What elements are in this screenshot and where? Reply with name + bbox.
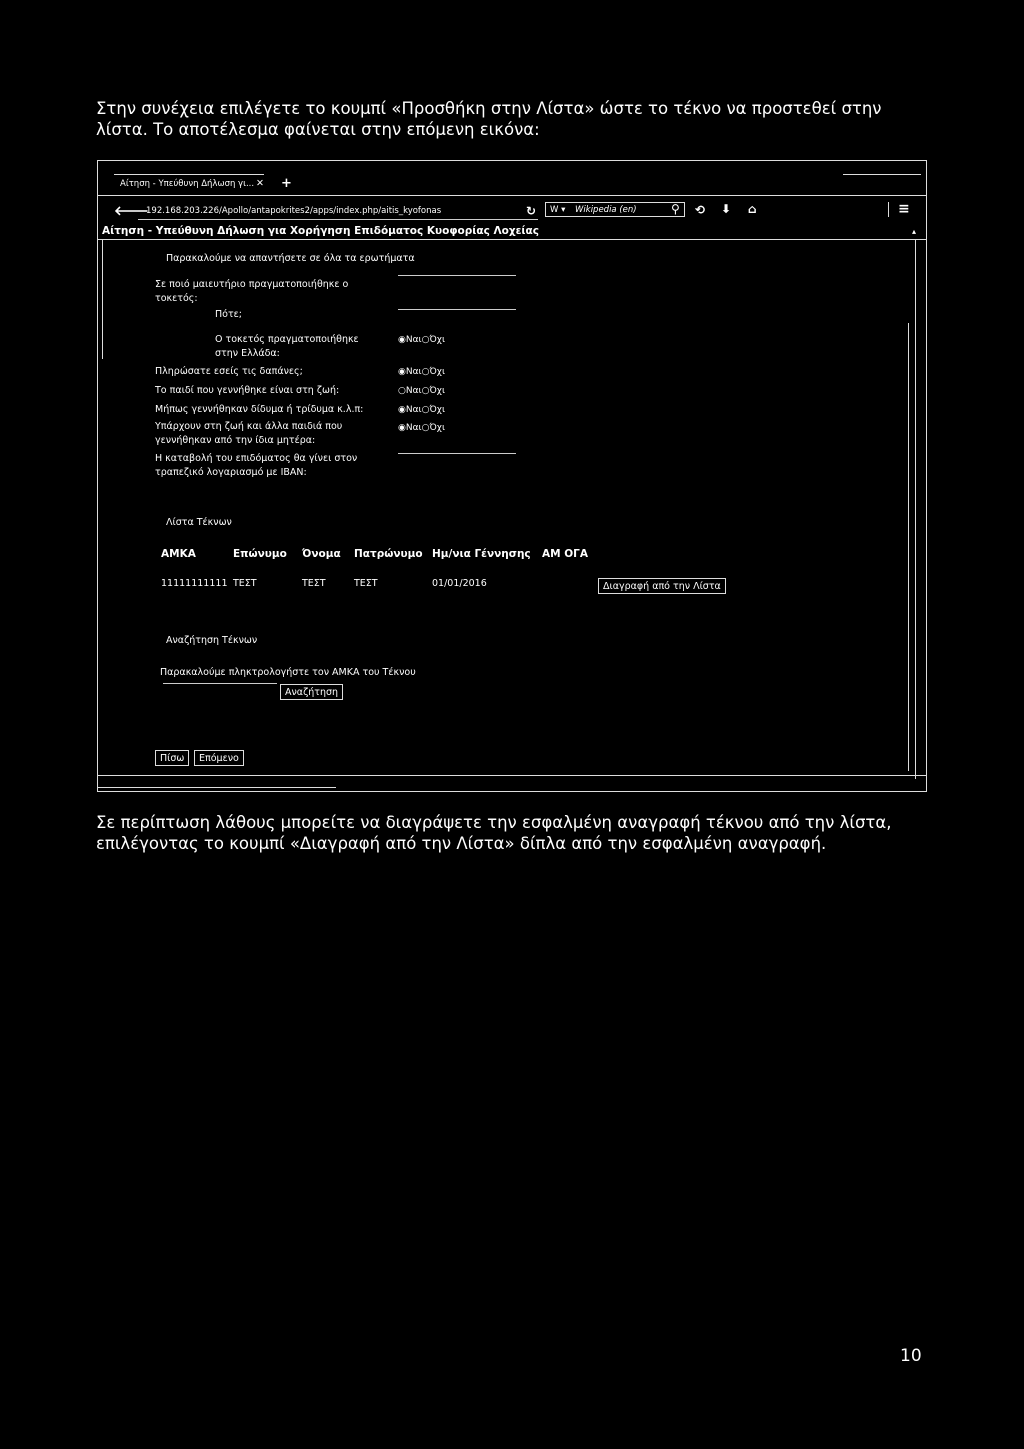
alive-radio-group[interactable]: ○Ναι○Όχι [398, 386, 445, 396]
page-heading: Αίτηση - Υπεύθυνη Δήλωση για Χορήγηση Επιδόματος Κυοφορίας Λοχείας [102, 225, 539, 237]
pocket-icon[interactable]: ⟲ [695, 203, 706, 217]
others-question: Υπάρχουν στη ζωή και άλλα παιδιά που γεννήθηκαν από την ίδια μητέρα: [155, 421, 343, 446]
form-instruction: Παρακαλούμε να απαντήσετε σε όλα τα ερωτήματα [166, 253, 415, 264]
twins-question: Μήπως γεννήθηκαν δίδυμα ή τρίδυμα κ.λ.π: [155, 404, 364, 415]
costs-question: Πληρώσατε εσείς τις δαπάνες; [155, 366, 303, 377]
cell-fathers-name: ΤΕΣΤ [354, 578, 378, 589]
search-button[interactable]: Αναζήτηση [280, 684, 343, 700]
header-name: Όνομα [302, 548, 341, 560]
tab-close-icon[interactable]: ✕ [256, 178, 264, 189]
back-button[interactable]: Πίσω [155, 750, 189, 766]
iban-question: Η καταβολή του επιδόματος θα γίνει στον τραπεζικό λογαριασμό με IBAN: [155, 453, 358, 478]
url-field[interactable]: 192.168.203.226/Apollo/antapokrites2/apps/index.php/aitis_kyofonas [146, 206, 442, 216]
header-birth-date: Ημ/νια Γέννησης [432, 548, 531, 560]
header-amka: ΑΜΚΑ [161, 548, 196, 560]
delete-from-list-button[interactable]: Διαγραφή από την Λίστα [598, 578, 726, 594]
twins-radio-group[interactable]: ◉Ναι○Όχι [398, 405, 445, 415]
next-button[interactable]: Επόμενο [194, 750, 244, 766]
home-icon[interactable]: ⌂ [748, 202, 757, 216]
header-surname: Επώνυμο [233, 548, 287, 560]
iban-input[interactable] [398, 453, 516, 454]
back-arrow-icon[interactable]: 🡐 [114, 204, 149, 219]
cell-surname: ΤΕΣΤ [233, 578, 257, 589]
when-question: Πότε; [215, 309, 243, 320]
search-engine-label: W ▾ [550, 205, 566, 215]
cell-name: ΤΕΣΤ [302, 578, 326, 589]
menu-icon[interactable]: ≡ [898, 201, 910, 217]
horizontal-scrollbar[interactable] [98, 787, 336, 788]
download-icon[interactable]: ⬇ [721, 202, 732, 216]
alive-question: Το παιδί που γεννήθηκε είναι στη ζωή: [155, 385, 340, 396]
search-section-title: Αναζήτηση Τέκνων [166, 635, 258, 646]
header-fathers-name: Πατρώνυμο [354, 548, 423, 560]
cell-birth-date: 01/01/2016 [432, 578, 487, 589]
outro-paragraph: Σε περίπτωση λάθους μπορείτε να διαγράψετε την εσφαλμένη αναγραφή τέκνου από την λίστα, επιλέγοντας το κουμπί «Διαγραφή από την Λίστα» δίπλα από την εσφαλμένη αναγραφή. [96, 813, 892, 853]
others-radio-group[interactable]: ◉Ναι○Όχι [398, 423, 445, 433]
maternity-input[interactable] [398, 309, 516, 310]
cell-amka: 11111111111 [161, 578, 228, 589]
reload-icon[interactable]: ↻ [526, 204, 537, 218]
search-placeholder: Wikipedia (en) [575, 205, 637, 215]
browser-tab-title[interactable]: Αίτηση - Υπεύθυνη Δήλωση γι... [120, 179, 255, 189]
browser-screenshot [97, 160, 927, 792]
scroll-up-icon[interactable]: ▴ [912, 227, 917, 236]
amka-search-input[interactable] [163, 683, 277, 684]
search-icon[interactable]: ⚲ [671, 202, 680, 216]
greece-radio-group[interactable]: ◉Ναι○Όχι [398, 335, 445, 345]
search-prompt: Παρακαλούμε πληκτρολογήστε τον ΑΜΚΑ του Τέκνου [160, 667, 416, 678]
children-list-title: Λίστα Τέκνων [166, 517, 232, 528]
page-number: 10 [900, 1346, 922, 1366]
intro-paragraph: Στην συνέχεια επιλέγετε το κουμπί «Προσθήκη στην Λίστα» ώστε το τέκνο να προστεθεί στην λίστα. Το αποτέλεσμα φαίνεται στην επόμενη εικόνα: [96, 99, 882, 139]
costs-radio-group[interactable]: ◉Ναι○Όχι [398, 367, 445, 377]
header-am-oga: ΑΜ ΟΓΑ [542, 548, 588, 560]
greece-question: Ο τοκετός πραγματοποιήθηκε στην Ελλάδα: [215, 334, 359, 359]
maternity-question: Σε ποιό μαιευτήριο πραγματοποιήθηκε ο τοκετός: [155, 279, 349, 304]
new-tab-icon[interactable]: + [281, 176, 292, 191]
